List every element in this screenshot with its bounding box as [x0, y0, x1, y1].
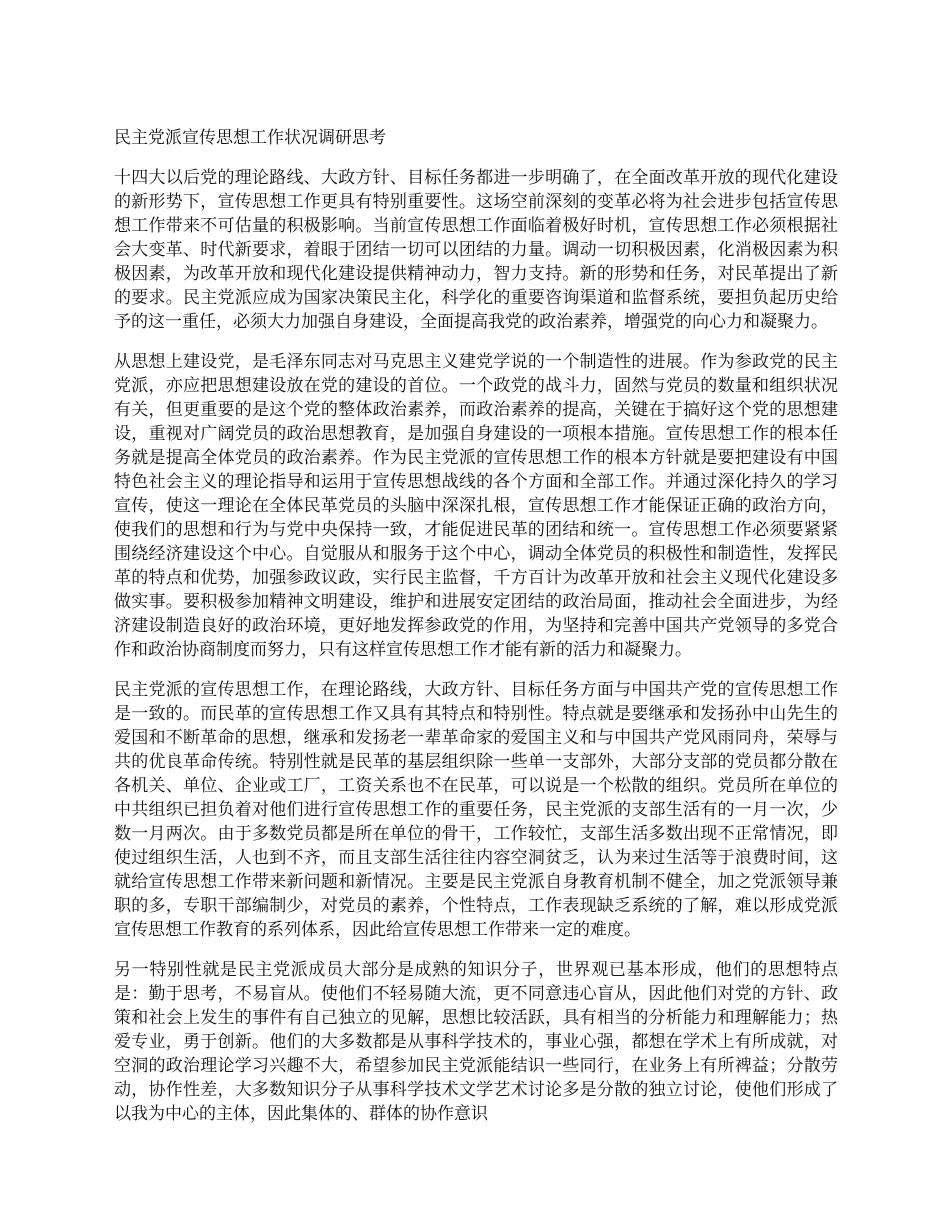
- paragraph-4: 另一特别性就是民主党派成员大部分是成熟的知识分子，世界观已基本形成，他们的思想特点是：勤于思考，不易盲从。使他们不轻易随大流，更不同意违心盲从，因此他们对党的方针、政策和社会上发生的事件有自己独立的见解，思想比较活跃，具有相当的分析能力和理解能力；热爱专业，勇于创新。他们的大多数都是从事科学技术的，事业心强，都想在学术上有所成就，对空洞的政治理论学习兴趣不大，希望参加民主党派能结识一些同行，在业务上有所裨益；分散劳动，协作性差，大多数知识分子从事科学技术文学艺术讨论多是分散的独立讨论，使他们形成了以我为中心的主体，因此集体的、群体的协作意识: [114, 960, 838, 1124]
- paragraph-3: 民主党派的宣传思想工作，在理论路线，大政方针、目标任务方面与中国共产党的宣传思想工作是一致的。而民革的宣传思想工作又具有其特点和特别性。特点就是要继承和发扬孙中山先生的爱国和不断革命的思想，继承和发扬老一辈革命家的爱国主义和与中国共产党风雨同舟，荣辱与共的优良革命传统。特别性就是民革的基层组织除一些单一支部外，大部分支部的党员都分散在各机关、单位、企业或工厂，工资关系也不在民革，可以说是一个松散的组织。党员所在单位的中共组织已担负着对他们进行宣传思想工作的重要任务，民主党派的支部生活有的一月一次，少数一月两次。由于多数党员都是所在单位的骨干，工作较忙，支部生活多数出现不正常情况，即使过组织生活，人也到不齐，而且支部生活往往内容空洞贫乏，认为来过生活等于浪费时间，这就给宣传思想工作带来新问题和新情况。主要是民主党派自身教育机制不健全，加之党派领导兼职的多，专职干部编制少，对党员的素养，个性特点，工作表现缺乏系统的了解，难以形成党派宣传思想工作教育的系列体系，因此给宣传思想工作带来一定的难度。: [114, 680, 838, 940]
- paragraph-2: 从思想上建设党，是毛泽东同志对马克思主义建党学说的一个制造性的进展。作为参政党的民主党派，亦应把思想建设放在党的建设的首位。一个政党的战斗力，固然与党员的数量和组织状况有关，但更重要的是这个党的整体政治素养，而政治素养的提高，关键在于搞好这个党的思想建设，重视对广阔党员的政治思想教育，是加强自身建设的一项根本措施。宣传思想工作的根本任务就是提高全体党员的政治素养。作为民主党派的宣传思想工作的根本方针就是要把建设有中国特色社会主义的理论指导和运用于宣传思想战线的各个方面和全部工作。并通过深化持久的学习宣传，使这一理论在全体民革党员的头脑中深深扎根，宣传思想工作才能保证正确的政治方向，使我们的思想和行为与党中央保持一致，才能促进民革的团结和统一。宣传思想工作必须要紧紧围绕经济建设这个中心。自觉服从和服务于这个中心，调动全体党员的积极性和制造性，发挥民革的特点和优势，加强参政议政，实行民主监督，千方百计为改革开放和社会主义现代化建设多做实事。要积极参加精神文明建设，维护和进展安定团结的政治局面，推动社会全面进步，为经济建设制造良好的政治环境，更好地发挥参政党的作用，为坚持和完善中国共产党领导的多党合作和政治协商制度而努力，只有这样宣传思想工作才能有新的活力和凝聚力。: [114, 352, 838, 660]
- document-title: 民主党派宣传思想工作状况调研思考: [114, 128, 386, 148]
- paragraph-1: 十四大以后党的理论路线、大政方针、目标任务都进一步明确了，在全面改革开放的现代化建设的新形势下，宣传思想工作更具有特别重要性。这场空前深刻的变革必将为社会进步包括宣传思想工作带来不可估量的积极影响。当前宣传思想工作面临着极好时机，宣传思想工作必须根据社会大变革、时代新要求，着眼于团结一切可以团结的力量。调动一切积极因素，化消极因素为积极因素，为改革开放和现代化建设提供精神动力，智力支持。新的形势和任务，对民革提出了新的要求。民主党派应成为国家决策民主化，科学化的重要咨询渠道和监督系统，要担负起历史给予的这一重任，必须大力加强自身建设，全面提高我党的政治素养，增强党的向心力和凝聚力。: [114, 168, 838, 332]
- document-page: [114, 126, 838, 1142]
